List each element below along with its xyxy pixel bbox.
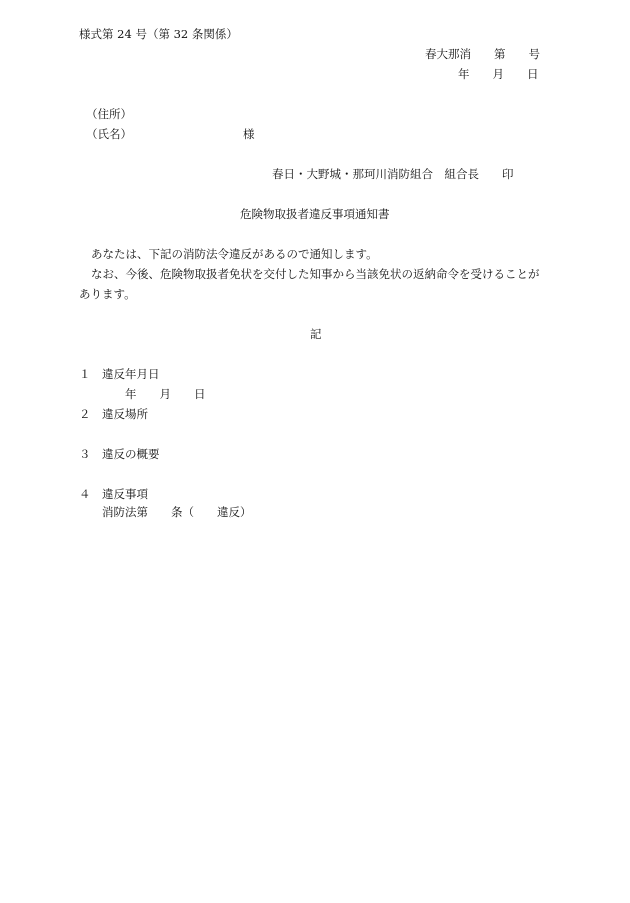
item-2-number: ２ <box>79 407 91 421</box>
item-3-number: ３ <box>79 447 91 461</box>
document-number: 春大那消 第 号 <box>425 47 540 61</box>
issue-date: 年 月 日 <box>458 67 539 81</box>
body-paragraph-1: あなたは、下記の消防法令違反があるので通知します。 <box>91 247 378 261</box>
item-4-label: 違反事項 <box>102 487 148 501</box>
item-1-sub: 年 月 日 <box>125 387 206 401</box>
name-label: （氏名） <box>86 127 132 141</box>
item-1-number: １ <box>79 367 91 381</box>
item-3-label: 違反の概要 <box>102 447 160 461</box>
ki-heading: 記 <box>310 327 322 341</box>
item-1-label: 違反年月日 <box>102 367 160 381</box>
body-paragraph-2-line-2: あります。 <box>79 287 136 301</box>
body-paragraph-2-line-1: なお、今後、危険物取扱者免状を交付した知事から当該免状の返納命令を受けることが <box>91 267 540 281</box>
honorific: 様 <box>243 127 255 141</box>
address-label: （住所） <box>86 107 132 121</box>
issuer-line: 春日・大野城・那珂川消防組合 組合長 印 <box>272 167 514 181</box>
item-4-number: ４ <box>79 487 91 501</box>
form-number: 様式第 24 号（第 32 条関係） <box>79 27 238 41</box>
item-2-label: 違反場所 <box>102 407 148 421</box>
item-4-sub: 消防法第 条（ 違反） <box>102 505 252 519</box>
document-title: 危険物取扱者違反事項通知書 <box>240 207 390 221</box>
